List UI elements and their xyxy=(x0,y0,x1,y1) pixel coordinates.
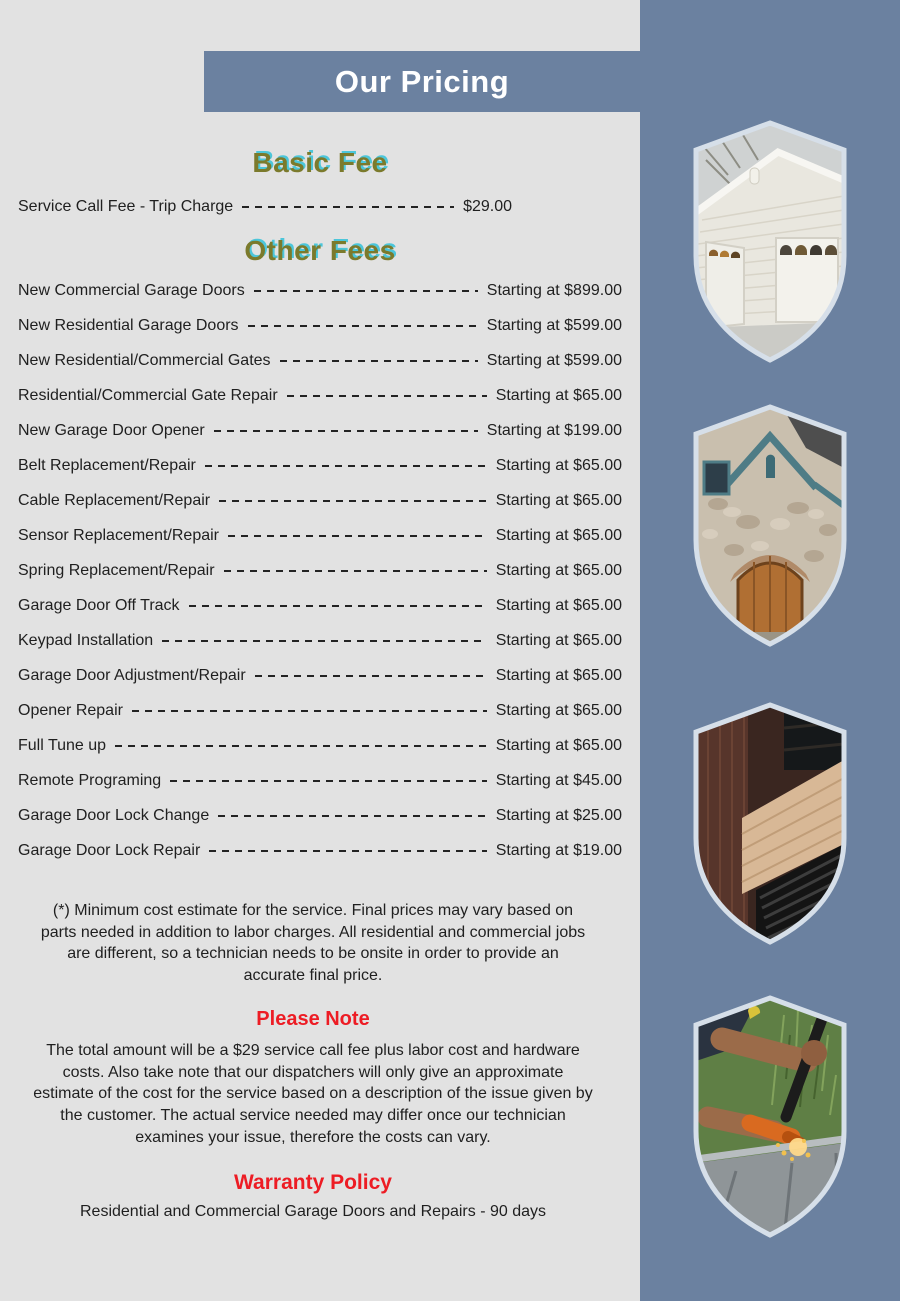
fee-item-price: Starting at $25.00 xyxy=(495,806,622,824)
fee-item-price: Starting at $65.00 xyxy=(495,491,622,509)
fee-row xyxy=(18,728,622,763)
dash-leader xyxy=(209,850,486,852)
shield-photo-wood-panel-garage-image xyxy=(688,702,852,946)
dash-leader xyxy=(280,360,478,362)
fee-row xyxy=(18,343,622,378)
other-fees-list xyxy=(0,273,640,868)
fee-item-label: New Residential/Commercial Gates xyxy=(18,351,271,369)
basic-fee-heading: Basic Fee xyxy=(252,147,388,178)
fee-item-price: Starting at $65.00 xyxy=(495,631,622,649)
fee-item-label: Remote Programing xyxy=(18,771,162,789)
fee-item-label: Opener Repair xyxy=(18,701,123,719)
fee-item-price: Starting at $65.00 xyxy=(495,456,622,474)
warranty-policy-text: Residential and Commercial Garage Doors and Repairs - 90 days xyxy=(80,1203,546,1221)
photo-sidebar xyxy=(640,0,900,1301)
fee-row xyxy=(18,273,622,308)
fee-item-label: Service Call Fee - Trip Charge xyxy=(18,197,234,215)
fee-row xyxy=(18,763,622,798)
fee-item-price: Starting at $65.00 xyxy=(495,386,622,404)
shield-photo-welding-repair-image xyxy=(688,995,852,1239)
shield-photo-white-garage-doors-image xyxy=(688,120,852,364)
fee-item-price: Starting at $899.00 xyxy=(486,281,622,299)
warranty-policy-heading: Warranty Policy xyxy=(234,1171,392,1195)
dash-leader xyxy=(228,535,487,537)
fee-item-label: New Commercial Garage Doors xyxy=(18,281,245,299)
dash-leader xyxy=(132,710,487,712)
fee-row xyxy=(18,189,512,224)
fee-row xyxy=(18,798,622,833)
page-title-banner xyxy=(204,51,640,112)
fee-item-label: Garage Door Adjustment/Repair xyxy=(18,666,246,684)
fee-item-label: Residential/Commercial Gate Repair xyxy=(18,386,278,404)
fee-row xyxy=(18,833,622,868)
fee-item-price: Starting at $65.00 xyxy=(495,561,622,579)
fee-item-price: Starting at $65.00 xyxy=(495,526,622,544)
dash-leader xyxy=(224,570,487,572)
dash-leader xyxy=(287,395,487,397)
fee-row xyxy=(18,413,622,448)
fee-row xyxy=(18,448,622,483)
other-fees-heading: Other Fees xyxy=(244,235,396,266)
basic-fee-section xyxy=(0,189,640,224)
fee-row xyxy=(18,518,622,553)
dash-leader xyxy=(255,675,487,677)
fee-item-label: Sensor Replacement/Repair xyxy=(18,526,219,544)
fee-item-label: New Garage Door Opener xyxy=(18,421,205,439)
fee-item-price: Starting at $65.00 xyxy=(495,596,622,614)
notes-section xyxy=(0,900,626,1223)
fee-item-label: Spring Replacement/Repair xyxy=(18,561,215,579)
dash-leader xyxy=(218,815,486,817)
fee-row xyxy=(18,378,622,413)
fee-item-label: Garage Door Lock Change xyxy=(18,806,210,824)
fee-item-label: Keypad Installation xyxy=(18,631,154,649)
please-note-heading: Please Note xyxy=(256,1007,370,1030)
fee-row xyxy=(18,588,622,623)
fee-row xyxy=(18,693,622,728)
fee-item-label: New Residential Garage Doors xyxy=(18,316,239,334)
fee-item-price: Starting at $599.00 xyxy=(486,316,622,334)
fee-item-price: Starting at $45.00 xyxy=(495,771,622,789)
fee-item-label: Garage Door Off Track xyxy=(18,596,180,614)
dash-leader xyxy=(248,325,478,327)
fee-item-price: Starting at $65.00 xyxy=(495,701,622,719)
fee-item-label: Cable Replacement/Repair xyxy=(18,491,211,509)
fee-item-label: Belt Replacement/Repair xyxy=(18,456,196,474)
fee-row xyxy=(18,553,622,588)
fee-item-price: Starting at $599.00 xyxy=(486,351,622,369)
dash-leader xyxy=(205,465,487,467)
dash-leader xyxy=(162,640,486,642)
fee-row xyxy=(18,308,622,343)
dash-leader xyxy=(254,290,478,292)
dash-leader xyxy=(242,206,454,208)
dash-leader xyxy=(214,430,478,432)
fee-row xyxy=(18,483,622,518)
dash-leader xyxy=(189,605,487,607)
fee-item-label: Full Tune up xyxy=(18,736,107,754)
fee-item-price: Starting at $199.00 xyxy=(486,421,622,439)
fee-item-price: Starting at $65.00 xyxy=(495,736,622,754)
please-note-text: The total amount will be a $29 service call fee plus labor cost and hardware costs. Also take note that our dispatchers will only give an approximate estimate of the cost for the service based on a description of the issue given by the customer. The actual service needed may differ once our technician examines your issue, therefore the costs can vary. xyxy=(33,1041,593,1146)
page-title: Our Pricing xyxy=(334,63,510,99)
fee-item-label: Garage Door Lock Repair xyxy=(18,841,201,859)
fee-row xyxy=(18,658,622,693)
dash-leader xyxy=(219,500,487,502)
fee-item-price: Starting at $19.00 xyxy=(495,841,622,859)
dash-leader xyxy=(170,780,487,782)
fee-item-price: $29.00 xyxy=(463,197,512,215)
shield-photo-stone-house-image xyxy=(688,404,852,648)
dash-leader xyxy=(115,745,487,747)
estimate-note: (*) Minimum cost estimate for the service. Final prices may vary based on parts needed in addition to labor charges. All residential and commercial jobs are different, so a technician needs to be onsite in order to provide an accurate final price. xyxy=(40,902,586,985)
fee-item-price: Starting at $65.00 xyxy=(495,666,622,684)
fee-row xyxy=(18,623,622,658)
